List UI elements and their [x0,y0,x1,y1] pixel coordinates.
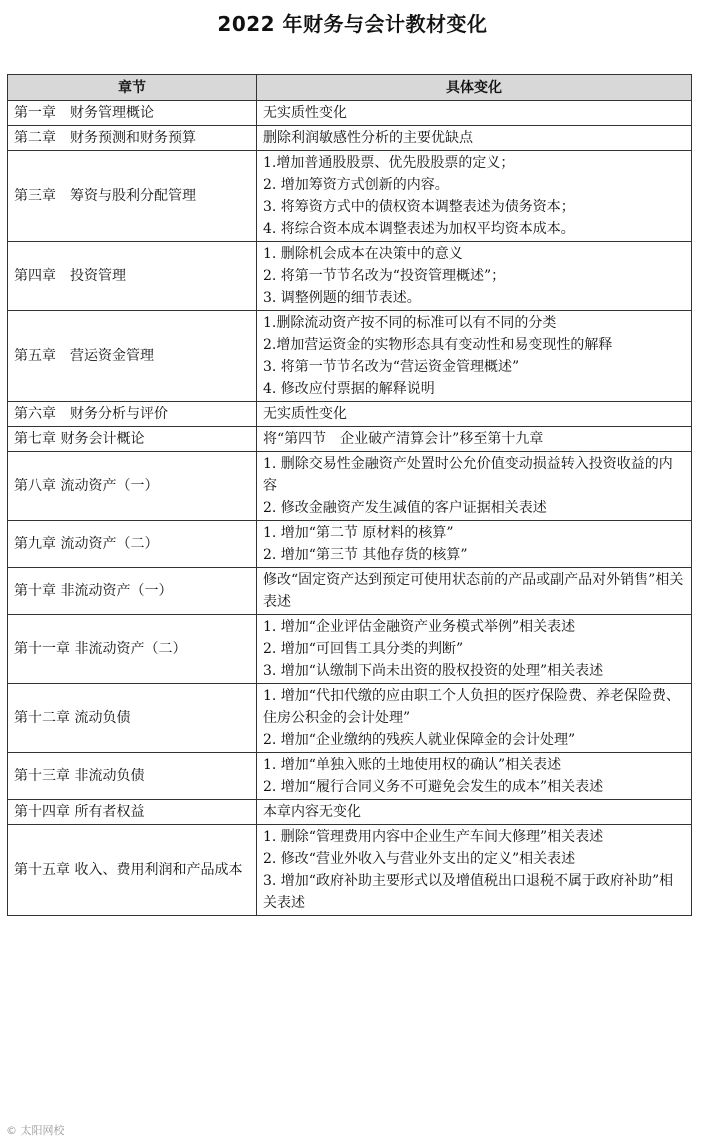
change-item: 4. 修改应付票据的解释说明 [263,381,435,397]
chapter-cell: 第十章 非流动资产（一） [8,568,257,615]
change-item: 4. 将综合资本成本调整表述为加权平均资本成本。 [263,221,575,237]
changes-cell [257,753,692,800]
changes-cell [257,126,692,151]
change-item: 1. 删除机会成本在决策中的意义 [263,246,463,262]
table-row [8,101,692,126]
changes-table [7,74,692,916]
change-item: 2. 修改金融资产发生减值的客户证据相关表述 [263,500,547,516]
table-row [8,521,692,568]
change-item: 2. 增加筹资方式创新的内容。 [263,177,449,193]
chapter-cell: 第十四章 所有者权益 [8,800,257,825]
changes-cell [257,684,692,753]
changes-cell [257,427,692,452]
change-item: 3. 将筹资方式中的债权资本调整表述为债务资本； [263,199,575,215]
changes-cell [257,101,692,126]
table-row [8,684,692,753]
change-item: 2. 增加“履行合同义务不可避免会发生的成本”相关表述 [263,779,604,795]
table-row [8,402,692,427]
change-item: 2. 将第一节节名改为“投资管理概述”； [263,268,506,284]
table-row [8,151,692,242]
change-item: 删除利润敏感性分析的主要优缺点 [263,130,473,146]
table-row [8,753,692,800]
chapter-cell: 第四章 投资管理 [8,242,257,311]
chapter-cell: 第十五章 收入、费用利润和产品成本 [8,825,257,916]
changes-cell [257,615,692,684]
chapter-cell: 第一章 财务管理概论 [8,101,257,126]
change-item: 3. 增加“政府补助主要形式以及增值税出口退税不属于政府补助”相关表述 [263,873,674,911]
chapter-cell: 第九章 流动资产（二） [8,521,257,568]
change-item: 1.删除流动资产按不同的标准可以有不同的分类 [263,315,557,331]
table-row [8,126,692,151]
changes-cell [257,521,692,568]
chapter-cell: 第十三章 非流动负债 [8,753,257,800]
table-row [8,615,692,684]
table-row [8,452,692,521]
change-item: 1. 删除“管理费用内容中企业生产车间大修理”相关表述 [263,829,604,845]
changes-cell [257,825,692,916]
change-item: 本章内容无变化 [263,804,361,820]
changes-cell [257,568,692,615]
change-item: 无实质性变化 [263,105,347,121]
change-item: 1. 增加“代扣代缴的应由职工个人负担的医疗保险费、养老保险费、住房公积金的会计处理” [263,688,680,726]
table-row [8,311,692,402]
header-changes: 具体变化 [257,75,692,101]
change-item: 1. 增加“第二节 原材料的核算” [263,525,454,541]
chapter-cell: 第三章 筹资与股利分配管理 [8,151,257,242]
table-row [8,825,692,916]
chapter-cell: 第八章 流动资产（一） [8,452,257,521]
change-item: 3. 将第一节节名改为“营运资金管理概述” [263,359,520,375]
change-item: 3. 增加“认缴制下尚未出资的股权投资的处理”相关表述 [263,663,604,679]
table-row [8,242,692,311]
change-item: 将“第四节 企业破产清算会计”移至第十九章 [263,431,544,447]
table-row [8,800,692,825]
changes-cell [257,402,692,427]
change-item: 1. 增加“企业评估金融资产业务模式举例”相关表述 [263,619,576,635]
table-header-row [8,75,692,101]
changes-cell [257,151,692,242]
change-item: 1.增加普通股股票、优先股股票的定义； [263,155,515,171]
page-title: 2022 年财务与会计教材变化 [217,12,488,36]
change-item: 2. 增加“第三节 其他存货的核算” [263,547,468,563]
table-body [8,101,692,916]
chapter-cell: 第五章 营运资金管理 [8,311,257,402]
changes-cell [257,311,692,402]
chapter-cell: 第十一章 非流动资产（二） [8,615,257,684]
table-row [8,427,692,452]
change-item: 2. 修改“营业外收入与营业外支出的定义”相关表述 [263,851,576,867]
table-row [8,568,692,615]
change-item: 1. 删除交易性金融资产处置时公允价值变动损益转入投资收益的内容 [263,456,673,494]
chapter-cell: 第十二章 流动负债 [8,684,257,753]
change-item: 2. 增加“企业缴纳的残疾人就业保障金的会计处理” [263,732,576,748]
changes-cell [257,452,692,521]
changes-cell [257,242,692,311]
change-item: 2.增加营运资金的实物形态具有变动性和易变现性的解释 [263,337,613,353]
header-chapter: 章节 [8,75,257,101]
watermark: © 太阳网校 [6,1124,65,1137]
chapter-cell: 第二章 财务预测和财务预算 [8,126,257,151]
change-item: 1. 增加“单独入账的土地使用权的确认”相关表述 [263,757,562,773]
chapter-cell: 第六章 财务分析与评价 [8,402,257,427]
changes-cell [257,800,692,825]
change-item: 2. 增加“可回售工具分类的判断” [263,641,464,657]
chapter-cell: 第七章 财务会计概论 [8,427,257,452]
change-item: 3. 调整例题的细节表述。 [263,290,421,306]
change-item: 无实质性变化 [263,406,347,422]
change-item: 修改“固定资产达到预定可使用状态前的产品或副产品对外销售”相关表述 [263,572,684,610]
